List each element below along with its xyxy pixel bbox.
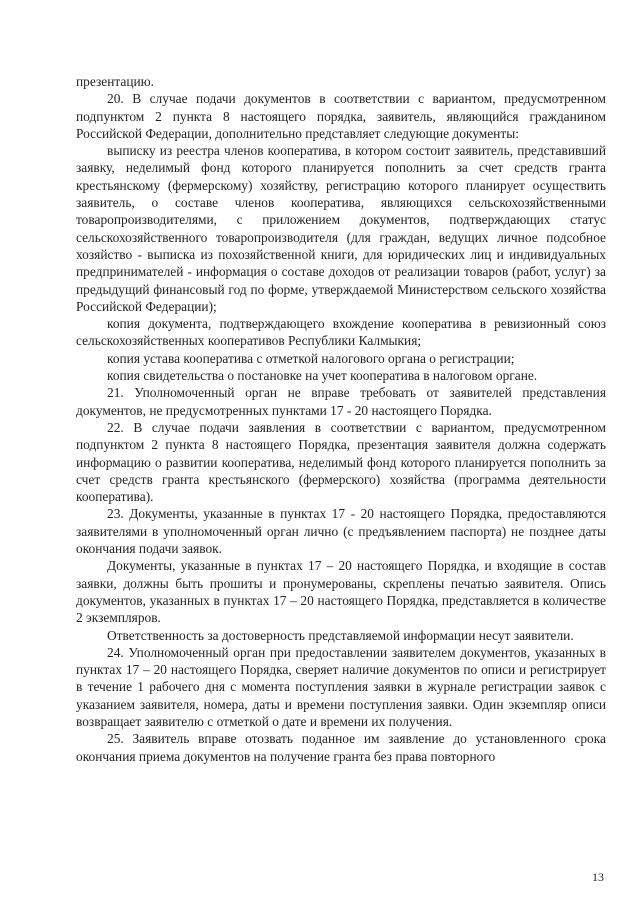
paragraph-item-22: 22. В случае подачи заявления в соответствии с вариантом, предусмотренном подпунктом 2 пункта 8 настоящего Порядка, презентация заявителя должна содержать информацию о развитии кооператива, неделимый фонд которого планируется пополнить за счет средств гранта крестьянского (фермерского) хозяйства (программа деятельности кооператива).: [76, 419, 606, 505]
paragraph-tax-certificate-copy: копия свидетельства о постановке на учет кооператива в налоговом органе.: [107, 368, 538, 384]
paragraph-item-20: 20. В случае подачи документов в соответствии с вариантом, предусмотренном подпунктом 2 пункта 8 настоящего порядка, заявитель, являющийся гражданином Российской Федерации, дополнительно представляет следующие документы:: [76, 91, 606, 141]
paragraph-item-21: 21. Уполномоченный орган не вправе требовать от заявителей представления документов, не предусмотренных пунктами 17 - 20 настоящего Порядка.: [76, 385, 606, 418]
document-body: [76, 73, 606, 765]
paragraph-audit-union-copy: копия документа, подтверждающего вхождение кооператива в ревизионный союз сельскохозяйственных кооперативов Республики Калмыкия;: [76, 316, 606, 349]
paragraph-registry-extract: выписку из реестра членов кооператива, в котором состоит заявитель, представивший заявку, неделимый фонд которого планируется пополнить за счет средств гранта крестьянскому (фермерскому) хозяйству, регистрацию которого планирует осуществить заявитель, о составе членов кооператива, являющихся сельскохозяйственными товаропроизводителями, с приложением документов, подтверждающих статус сельскохозяйственного товаропроизводителя (для граждан, ведущих личное подсобное хозяйство - выписка из похозяйственной книги, для юридических лиц и индивидуальных предпринимателей - информация о составе доходов от реализации товаров (работ, услуг) за предыдущий финансовый год по форме, утверждаемой Министерством сельского хозяйства Российской Федерации);: [76, 143, 606, 314]
paragraph-continuation: презентацию.: [76, 74, 155, 89]
page-number: 13: [592, 870, 604, 884]
paragraph-item-23: 23. Документы, указанные в пунктах 17 - 20 настоящего Порядка, предоставляются заявителями в уполномоченный орган лично (с предъявлением паспорта) не позднее даты окончания подачи заявок.: [76, 506, 606, 557]
paragraph-charter-copy: копия устава кооператива с отметкой налогового органа о регистрации;: [107, 350, 515, 366]
paragraph-documents-binding: Документы, указанные в пунктах 17 – 20 настоящего Порядка, и входящие в состав заявки, должны быть прошиты и пронумерованы, скреплены печатью заявителя. Опись документов, указанных в пунктах 17 – 20 настоящего Порядка, представляется в количестве 2 экземпляров.: [76, 558, 606, 626]
paragraph-item-24: 24. Уполномоченный орган при предоставлении заявителем документов, указанных в пунктах 17 – 20 настоящего Порядка, сверяет наличие документов по описи и регистрирует в течение 1 рабочего дня с момента поступления заявки в журнале регистрации заявок с указанием заявителя, номера, даты и времени поступления заявки. Один экземпляр описи возвращает заявителю с отметкой о дате и времени их получения.: [76, 644, 606, 729]
paragraph-item-25: 25. Заявитель вправе отозвать поданное им заявление до установленного срока окончания приема документов на получение гранта без права повторного: [76, 731, 606, 764]
paragraph-responsibility: Ответственность за достоверность представляемой информации несут заявители.: [107, 627, 574, 643]
